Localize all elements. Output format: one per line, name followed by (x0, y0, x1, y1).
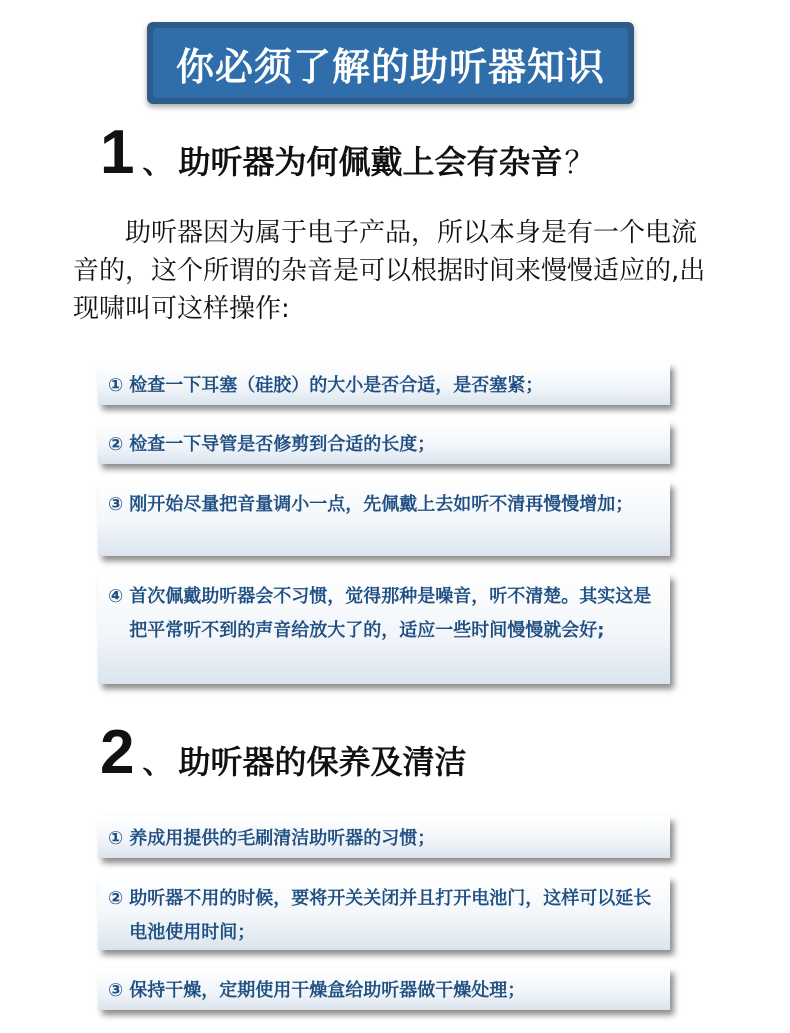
section1-tip-1 (98, 363, 670, 405)
tip-marker: ② (108, 434, 124, 455)
tip-text: 助听器不用的时候，要将开关关闭并且打开电池门，这样可以延长电池使用时间； (129, 888, 652, 943)
tip-marker: ③ (108, 980, 124, 1001)
section2-number: 2 (100, 718, 135, 787)
tip-text: 刚开始尽量把音量调小一点，先佩戴上去如听不清再慢慢增加； (129, 494, 634, 515)
section2-tip-2 (98, 876, 670, 950)
tip-marker: ② (108, 888, 124, 909)
section1-tip-2 (98, 422, 670, 464)
section1-question-mark: ？ (564, 146, 595, 181)
tip-marker: ③ (108, 494, 124, 515)
tip-text: 首次佩戴助听器会不习惯，觉得那种是噪音，听不清楚。其实这是把平常听不到的声音给放大了的，适应一些时间慢慢就会好; (129, 586, 652, 641)
tip-text: 保持干燥，定期使用干燥盒给助听器做干燥处理； (129, 980, 526, 1001)
section2-heading (100, 718, 467, 787)
section1-title: 助听器为何佩戴上会有杂音 (178, 143, 563, 181)
tip-marker: ④ (108, 586, 124, 607)
section1-heading (100, 118, 595, 187)
section2-title: 助听器的保养及清洁 (178, 743, 467, 781)
section1-number: 1 (100, 118, 135, 187)
tip-text: 检查一下导管是否修剪到合适的长度； (129, 434, 436, 455)
tip-marker: ① (108, 828, 124, 849)
section1-tip-3 (98, 482, 670, 556)
section2-separator: 、 (142, 746, 173, 781)
banner-title: 你必须了解的助听器知识 (153, 28, 628, 98)
section1-paragraph: 助听器因为属于电子产品，所以本身是有一个电流音的，这个所谓的杂音是可以根据时间来慢慢适应的,出现啸叫可这样操作: (73, 218, 706, 324)
section1-tip-4 (98, 574, 670, 684)
tip-text: 养成用提供的毛刷清洁助听器的习惯； (129, 828, 436, 849)
section2-tip-3 (98, 968, 670, 1010)
tip-marker: ① (108, 375, 124, 396)
tip-text: 检查一下耳塞（硅胶）的大小是否合适，是否塞紧； (129, 375, 544, 396)
section2-tip-1 (98, 816, 670, 858)
section1-separator: 、 (142, 146, 173, 181)
title-banner (147, 22, 634, 104)
